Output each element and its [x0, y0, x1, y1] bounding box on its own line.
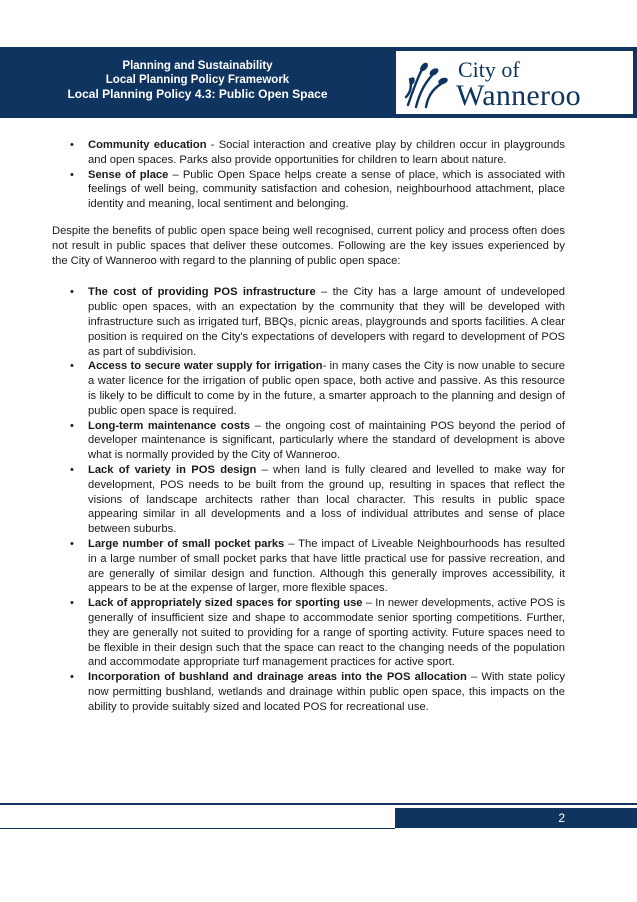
- item-lead: Community education: [88, 139, 207, 151]
- banksia-logo-icon: [400, 57, 450, 109]
- bullet-icon: •: [70, 537, 74, 550]
- item-lead: Long-term maintenance costs: [88, 419, 251, 432]
- item-lead: Lack of appropriately sized spaces for sporting use: [88, 597, 363, 610]
- list-item: [52, 537, 565, 596]
- bullet-icon: •: [70, 168, 74, 181]
- bullet-icon: •: [70, 597, 74, 610]
- item-text: – Public Open Space helps create a sense of place, which is associated with feelings of well being, community satisfaction and cohesion, neighbourhood attachment, place identity and meaning, local sentiment and belonging.: [88, 168, 565, 211]
- list-item: [52, 670, 565, 714]
- item-text: – the City has a large amount of undeveloped public open spaces, with an expectation by the community that they will be developed with infrastructure such as irrigated turf, BBQs, picnic areas, playgrounds and sports facilities. A clear position is required on the City's expectations of developers with regard to development of POS as part of subdivision.: [88, 286, 565, 358]
- list-item: [52, 285, 565, 359]
- list-item: [52, 359, 565, 418]
- footer-divider: [0, 803, 637, 805]
- benefits-list: [52, 138, 565, 212]
- item-text: - Social interaction and creative play by children occur in playgrounds and open spaces. Parks also provide opportunities for children to learn about nature.: [88, 139, 565, 166]
- header-department: Planning and Sustainability: [122, 60, 273, 72]
- list-item: [52, 138, 565, 168]
- intro-paragraph: Despite the benefits of public open space being well recognised, current policy and process often does not result in public spaces that deliver these outcomes. Following are the key issues experienced by the City of Wanneroo with regard to the planning of public open space:: [52, 224, 565, 267]
- item-lead: Large number of small pocket parks: [88, 537, 285, 550]
- header-titles: [0, 59, 395, 101]
- footer-bar: [395, 808, 637, 828]
- item-lead: Incorporation of bushland and drainage areas into the POS allocation: [88, 671, 467, 684]
- list-item: [52, 463, 565, 537]
- item-text: – when land is fully cleared and levelled to make way for development, POS needs to be built from the ground up, resulting in spaces that reflect the visions of landscape architects rather than local character. This results in public space appearing similar in all developments and a loss of individual attributes and sense of place between suburbs.: [88, 463, 565, 536]
- bullet-icon: •: [70, 419, 74, 432]
- bullet-icon: •: [70, 671, 74, 684]
- item-lead: Sense of place: [88, 168, 169, 181]
- item-text: - in many cases the City is now unable to secure a water licence for the irrigation of public open space, both active and passive. As this resource is likely to be difficult to come by in the future, a smarter approach to the planning and design of public open space is required.: [88, 360, 565, 417]
- page-number: 2: [558, 811, 565, 825]
- item-text: – With state policy now permitting bushland, wetlands and drainage within public open space, this impacts on the ability to provide suitably sized and located POS for recreational use.: [88, 671, 565, 713]
- header-framework: Local Planning Policy Framework: [105, 74, 290, 86]
- list-item: [52, 596, 565, 670]
- city-logo: [396, 51, 633, 114]
- bullet-icon: •: [70, 360, 74, 373]
- bullet-icon: •: [70, 463, 74, 476]
- page-body: [52, 138, 565, 714]
- page-header: [0, 47, 637, 118]
- list-item: [52, 168, 565, 212]
- footer-rule: [0, 828, 395, 829]
- logo-city-of: City of: [458, 57, 520, 82]
- item-lead: Access to secure water supply for irrigation: [88, 360, 323, 373]
- bullet-icon: •: [70, 286, 74, 299]
- header-policy-title: Local Planning Policy 4.3: Public Open Space: [67, 87, 328, 101]
- item-lead: Lack of variety in POS design: [88, 463, 257, 476]
- list-item: [52, 419, 565, 463]
- logo-wanneroo: Wanneroo: [456, 79, 581, 112]
- item-lead: The cost of providing POS infrastructure: [88, 286, 316, 299]
- issues-list: [52, 285, 565, 714]
- item-text: – In newer developments, active POS is generally of insufficient size and shape to accommodate senior sporting competitions. Further, they are generally not suited to providing for a range of sporting activity. Future spaces need to be flexible in their design such that the space can react to the changing needs of the population and accommodate appropriate turf management practices for active sport.: [88, 597, 565, 669]
- bullet-icon: •: [70, 139, 74, 151]
- item-text: – The impact of Liveable Neighbourhoods has resulted in a large number of small pocket parks that have little practical use for passive recreation, and are generally of similar design and function. Although this generally improves accessibility, it appears to be at the expense of larger, more flexible spaces.: [88, 537, 565, 595]
- item-text: – the ongoing cost of maintaining POS beyond the period of developer maintenance is significant, particularly where the standard of development is above what is normally provided by the City of Wanneroo.: [88, 419, 565, 462]
